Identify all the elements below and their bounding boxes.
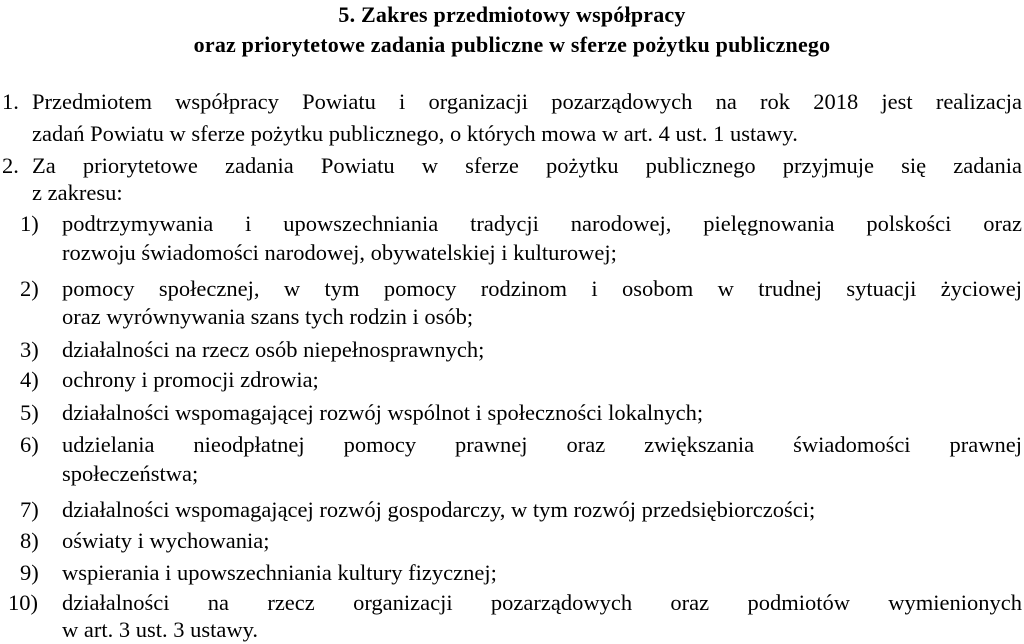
list-item-number: 2) — [20, 276, 39, 301]
list-item-line: pomocy społecznej, w tym pomocy rodzinom i osobom w trudnej sytuacji życiowej — [62, 276, 1022, 301]
list-item-number: 5) — [20, 400, 39, 425]
list-item-line: społeczeństwa; — [62, 461, 199, 486]
list-item-number: 8) — [20, 528, 39, 553]
list-item-line: udzielania nieodpłatnej pomocy prawnej oraz zwiększania świadomości prawnej — [62, 432, 1022, 457]
section-heading: 5. Zakres przedmiotowy współpracy — [338, 2, 686, 27]
paragraph-number: 2. — [2, 153, 19, 178]
paragraph-line: z zakresu: — [32, 180, 123, 205]
list-item-line: rozwoju świadomości narodowej, obywatelskiej i kulturowej; — [62, 240, 617, 265]
list-item-line: w art. 3 ust. 3 ustawy. — [62, 617, 259, 642]
list-item-line: działalności na rzecz osób niepełnosprawnych; — [62, 337, 485, 362]
paragraph-line: Przedmiotem współpracy Powiatu i organizacji pozarządowych na rok 2018 jest realizacja — [32, 89, 1022, 114]
list-item-number: 7) — [20, 497, 39, 522]
list-item-number: 10) — [8, 590, 38, 615]
paragraph-line: Za priorytetowe zadania Powiatu w sferze pożytku publicznego przyjmuje się zadania — [32, 153, 1022, 178]
section-subheading: oraz priorytetowe zadania publiczne w sferze pożytku publicznego — [193, 32, 831, 57]
list-item-line: działalności wspomagającej rozwój wspólnot i społeczności lokalnych; — [62, 400, 704, 425]
list-item-line: ochrony i promocji zdrowia; — [62, 367, 319, 392]
list-item-number: 9) — [20, 560, 39, 585]
list-item-line: podtrzymywania i upowszechniania tradycji narodowej, pielęgnowania polskości oraz — [62, 211, 1022, 236]
list-item-line: oraz wyrównywania szans tych rodzin i osób; — [62, 304, 474, 329]
list-item-number: 6) — [20, 432, 39, 457]
list-item-line: oświaty i wychowania; — [62, 528, 270, 553]
paragraph-number: 1. — [2, 89, 19, 114]
list-item-line: działalności wspomagającej rozwój gospodarczy, w tym rozwój przedsiębiorczości; — [62, 497, 816, 522]
list-item-line: działalności na rzecz organizacji pozarządowych oraz podmiotów wymienionych — [62, 590, 1022, 615]
list-item-number: 4) — [20, 367, 39, 392]
paragraph-line: zadań Powiatu w sferze pożytku publicznego, o których mowa w art. 4 ust. 1 ustawy. — [32, 121, 798, 146]
list-item-number: 3) — [20, 337, 39, 362]
list-item-number: 1) — [20, 211, 39, 236]
list-item-line: wspierania i upowszechniania kultury fizycznej; — [62, 560, 497, 585]
